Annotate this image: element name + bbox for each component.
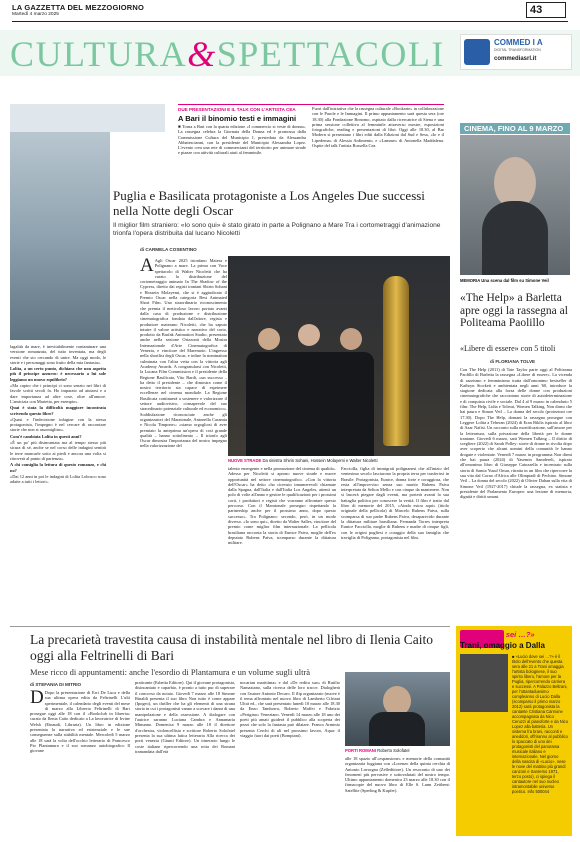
interview-answer-4: «Dai 12 anni in poi le indagini di Lolita Lobosco sono adatte a tutti i lettori». [10,473,106,485]
interview-answer-1: «Ma capiro che i principi ci sono senzio nei libri di favole scritti secoli fa. Ho imparato ad aiutarsi e a dare importanza ad altre cose, oltre all'amore. L'amicizia con Marietta, per esempio». [10,383,106,404]
cinema-bar: CINEMA, FINO AL 9 MARZO [460,123,570,134]
page-number: 43 [526,2,566,18]
section-title-spettacoli: SPETTACOLI [216,34,445,74]
bottom-article-col1-text: Dopo la presentazione di Erri De Luca e della sua ultima opera edita da Feltrinelli L'ulti sperimentale, il calendario degli eventi del mese di marzo alla Libreria Feltrinelli di Bari prosegue oggi alle 18 con il «Bookclub in libreria» curato da Ilenia Caito dedicato a La lavoratrice di Irvine Welsh (Einaudi, Libraria). Un libro in edizione presentata la narrativa ed esistenziale e le sue conseguenze sulla stabilità mentale. Mercoledì 5 marzo alle 18 sarà la volta dell'occhio letterario di Francesco Pio Plantamura e il suo romanzo autobiografico Il giovane [30,690,130,754]
top-box-col2: Fuori dall'iniziativa che la rassegna culturale «Bookarte» in collaborazione con le Parole e le Immagini. Il primo appuntamento sarà questa sera (ore 18.30) alla Fondazione Bonomo, ospitato dalla ricercatrice di Siena e una prima sessione collettiva al femminile attraverso mostre, esposizioni fotografiche, reading e presentazioni di libri. Oggi alle 18.30, al Bar Modern si presentano i libri editi dalla Edizioni dal Sud e Sesa, «Io e il Lipedema» di Alessia Ardimento, e «Lamme» di Antonella Maddalena. Ospite del talk l'artista Rossella Cea. [312,106,444,149]
interview-question-2: Quai è stata la difficoltà maggiore incontrata scrivendo questo libro? [10,405,106,416]
cinema-byline: di FLORIANA TOLVE [490,359,536,364]
interview-intro: lagalità da mare, è inevitabilmente contaminare una versione romanzata, del tutto inventata, ma degli eventi che sto cercando di unire. Ma oggi modo, le storie e i personaggi sono frutto della mia fantasia». [10,344,106,365]
top-box-col1: ■ Torna a Bari con la quarta edizione «I commercio si veste di donna». La rassegna celebra la Giornata della Donna ed è promossa dalla Commissione Cultura del Municipio I, presieduta da Alessandra Abbatescianni, con la presidente del Municipio Alessandra Lopez. L'evento crea una rete di commercianti del territorio per animare strade e piazze con attività culturali aiuti al femminile. [178,124,306,156]
interview-answer-2: «Quasi e l'indecisione infagine con la stessa protagonista, l'impegno è nel cercare di raccontare storie che non si assomiglino». [10,416,106,433]
bottom-article-col1 [30,690,130,835]
main-article-col2: talento emergente e nella promozione del cinema di qualità». Adesso per Nicoletti si aprono nuove strade e nuove opportunità nel settore cinematografico. «Con la vittoria dell'Oscar» ha detto «ho ricevuto innumerevoli chiamate dalla Spagna, dall'Italia e dall'Italia Los Angeles, attenti un polo di volte all'anno e gestire le qualificazioni per i prossimi corti, i produttori e registi che vorranno affrontare questo percorso. Con il Maratonale proseguo rispettando la partnership anche per il prossimo anno, dopo questo successo». Tra Polignano: secondo, però, in un modo diverso. «Io sono qui», diretto da Walter Salles, vincitore del premio come miglior film internazionale. La pellicola brasiliana racconta la storia di Eunice Paiva, moglie dell'ex deputato Rubens Paiva, scomparso durante la dittatura militare. [228,466,336,546]
solofatel-body [369,712,425,746]
dalla-kicker: «Lucio dove sei …?» [460,630,535,639]
port-photo [10,130,110,340]
bottom-photo-caption [345,748,450,753]
publication-name: LA GAZZETTA DEL MEZZOGIORNO [12,3,145,12]
advertisement[interactable] [460,34,572,70]
top-box [178,104,444,182]
interview-question-4: A chi consiglia la lettura di questo romanzo, e chi no? [10,462,106,473]
section-title [10,33,445,75]
bottom-article-byline: di STEFANIA DI MITRIO [30,682,82,687]
ad-logo-icon [464,39,490,65]
interview-answer-3: «È un po' più disincantata ma al tempo stesso più sicura di sé, anche se nel corso delle indagini sentirà le terre mancarle sotto ai piedi e ancora una volta si ritroverà al punto di partenza». [10,440,106,461]
bottom-article-col3: nocarian marittima» e dal «De reditu suo» di Rutilio Namaziano, sulla ricerca delle loro tracce. Dialogherà con l'autore Antonio Decaro. Il flip organizzato (nuove è il tema affrontato nel nuovo libro di Lamberto Cifriani Ultrà ed., che sarà presentato lunedì 10 marzo alle 18.30 da Enzo Tamborra, Roberto Maffei e Fabrizio «Perigino» Veneziano. Venerdì 14 marzo alle 18 uno dei poeti più amati guiderà il pubblico alla scoperta dei pezzi che solo la fantasia può dilatare. Franco Arminio presenta Cerchi di ali nel prossimo lavoro, Aqua: il viaggio fuori dai poeti (Bompiani). [240,680,340,738]
section-title-ampersand: & [187,34,217,74]
drop-cap: A [140,258,154,276]
section-title-cultura: CULTURA [10,34,188,74]
bottom-photo-caption-text: Roberto Solofatel [377,748,410,753]
person-1-face [258,328,280,350]
ad-brand: COMMED I A [494,38,543,47]
bottom-article-col4: alle 18 spazio all'«espansione» e memorie della comunità organizzata foggiana con «Lorenzo della quinta cerchia di Antonio Lavorgna (Zelledittore). Un resoconto di uno dei fenomeni più pervasive e sottovalutati del nostro tempo. Ultimo appuntamento domenica 23 marzo alle 18.30 con il firmacopie del nuovo libro di Elle S. Lunn Zeitbent: Satellite (Sperling & Kupfer). [345,756,450,793]
cinema-subtitle: «Libere di essere» con 5 titoli [460,344,556,353]
main-photo-caption-text: Da sinistra Shirin Sohani, Hossein Molayemi e Walter Nicoletti [262,458,378,463]
cinema-title: «The Help» a Barletta apre oggi la rassegna al Politeama Paolillo [460,292,568,329]
bottom-divider [10,626,450,627]
promo-photo-top [10,104,165,132]
interview-column [10,344,106,624]
solofatel-photo [345,672,450,746]
interview-question-1: Lolita, a un certo punto, dichiara che non aspetta più il principe azzurro: è necessario a lui sole leggiamo un nuovo equilibrio? [10,366,106,382]
person-2-face [298,324,320,346]
main-photo-caption-tag: NUOVE STRADE [228,458,262,463]
ad-tagline: DIGITAL TRANSFORMATION [494,48,541,52]
bottom-photo-caption-tag: PORTI ROMANI [345,748,376,753]
dalla-body: ■ «Lucio dove sei …?» è il titolo dell'evento che questa sera alle 21 a Trani omaggia l'artista bolognese, il suo spirito libero, l'amore per la Puglia, ripercorrendo carriera e successi. A Palazzo Beltrani, per l'ottantaduesimo compleanno di Lucio Dalla (scomparso il primo marzo 2012) sarà protagonista la cantante Cristiana Cannone accompagnata da Nico Ceruzzi al pianoforte e da Nico Lopez alla batteria. Un sistema fra brani, racconti e aneddoti, offriranno al pubblico lo spaccato di uno dei protagonisti del panorama musicale italiano e internazionale. Nel giorno della nascita di «Lucio», nese le nove del mattino più grandi canzoni e Sanremo 1971, terzo posto), ci spiega il cantautore nel suo nucleo intramontabile universo poetico. Info 500044 [512,654,568,794]
dalla-photo [460,654,508,712]
dalla-title: Trani, omaggio a Dalla [460,641,545,650]
main-article-col3: Facciolla, figlia di immigrati polignanesi che all'inizio del ventesimo secolo lasciarono la propria terra per trasferirsi in Brasile. Protagonista, Eunice, donna forte e coraggiosa, che resta all'improvviso senza suo marito Rubens Paiva interpretata da Selton Mello e con cinque da mantenere. Non si lascerà piegare dagli eventi, ma porterà avanti la sua battaglia politica per conoscere la verità. Il film è tratto dal libro di memorie del 2015, «Ainda estou aqui» (titolo originale della pellicola) di Marcelo Rubens Paiva, sulla scomparsa di suo padre Rubens Paiva, desaparecido durante la dittatura militare brasiliana. Fernanda Torres interpreta Eunice Facciolla, moglie di Rubens e madre di cinque figli, con le origini pugliesi e coraggio della sua famiglia che traviglia di Polignano, protagonista nel film. [341,466,449,540]
person-3-face [340,328,362,350]
cinema-body: Con The Help (2011) di Tate Taylor parte oggi al Politeama Paolillo di Barletta la rassegna «Libere di essere». La vicenda di razzismo e femminismo tratta dall'omonimo bestseller di Kathryn Stockett e ambientata negli anni '60, introduce la stagione dedicata alla forza delle donne con produzioni cinematografiche che raccontano storie di autodeterminazione e di conquista civile e sociale. Dal 4 al 9 marzo in calendario 5 film: The Help, Lidia e Tolerat, Women Talking, Non dirmi che hai paura e Simon Veil – La donna del secolo (proiezioni ore 17.30). Dopo The Help, domani la rassegna prosegue con Leggere Lolita a Teheran (2024) di Eran Riklis ispirato al libro di Azar Nafisi. Un racconto sulla mortificazione, sull'amore per la letteratura, sulla privazione della libertà per le donne iraniane. Giovedì 6 marzo, sarà Women Talking – Il diritto di scegliere (2022) di Sarah Polley: storie di donne in rivolta dopo aver scoperto che alcuni uomini della comunità le hanno drogate e violentate. Venerdì 7 marzo in programma Non dirmi che hai paura (2024) di Yasemin Samdereli, ispirato all'omonimo libro di Giuseppe Catozzella e incentrato sulla storia di Samia Yusuf Omar, ritratta in un film che ripercorre la sua vita dal Corno d'Africa alle Olimpiadi di Pechino. Simone Veil – La donna del secolo (2022) di Olivier Dahan sulla vita di Simone Veil (1927-2017) chiude la rassegna, ex statista e presidente del Parlamento Europeo: una lezione di memoria, dignità e diritti umani. [460,367,572,500]
dalla-sidebar [456,626,572,836]
bottom-article-title: La precarietà travestita causa di instabilità mentale nel libro di Ilenia Caito oggi alla Feltrinelli di Bari [30,632,433,663]
masthead-rule [12,21,568,22]
main-photo-caption [228,458,450,463]
main-article-col1-text: Agli Oscar 2025 trionfano Matera e Polignano a mare. La prima con Voce spettacolo di Walter Nicoletti che ha curato la distribuzione del cortometraggio animato In The Shadow of the Cypress, diretto dai registi iraniani Shirin Sohani e Hossein Molayemi, che si è aggiudicato il Premio Oscar nella categoria Best Animated Short Film. Uno straordinario riconoscimento che premia il meticoloso lavoro portato avanti dalla casa di produzione e distribuzione cinematografica fondata dall'attore, regista e produttore materano Nicoletti, che ha saputo intuire il valore artistico e narrativo del corto, prodotto da Barfak Animation Studio, presentato anche nella sezione Orizzonti della Mostra Internazionale d'Arte Cinematografica di Venezia, e vincitore del Maremoto. L'ingresso nella shortlist degli Oscar, e infine la nomination culminata con l'altra vetta con la vittoria agli Academy Awards. A congratularsi con Nicoletti, la Lucana Film Commission e il presidente della Regione Basilicata, Vito Bardi, «un successo – ha detto il presidente – che dimostra come il nostro territorio sia capace di esprimere eccellenze nel cinema mondiale. La Regione Basilicata continuerà a sostenere e valorizzare il settore audiovisivo, consapevole del suo straordinario potenziale culturale ed economico». Soddisfazione riconosciute anche gli organizzatori del Maratonale, Antonella Caramia e Nicola Timpone»: «siamo orgogliosi di aver premiato la anteprima un'opera di così grande qualità – hanno sottolineato – Il trionfo agli Oscar dimostra l'importanza del nostro impegno nella valorizzazione del [140,258,227,449]
top-box-title: A Bari il binomio testi e immagini [178,114,297,123]
bottom-drop-cap: D [30,690,44,708]
oscar-photo [228,256,450,456]
bottom-article-col2: praticante (Esbetta Editore). Qui il giovane protagonista, disincantato e caparbio, è pronto a tutto pur di superare il concorso da notaio. Giovedì 7 marzo alle 18 Simone Rinaldi presenta il suo libro Non tutto è come appare (Ipogeo), un thriller che ha gli elementi di una strana storia in cui i protagonisti vanno a scovare i danni di una manipolazione e della ossessione. A dialogare con l'autrice saranno Luciana Cambra e Annamaria Minunno. Domenica 9 marzo alle 18 il direttore d'orchestra, violoncellista e scrittore Roberto Solofatel presenta la sua ultima fatica letteraria Alla ricerca dei porti venezia (Giunti Editore). Un itinerario lungo le coste italiane ripercorrendo una rotta dei Romani tramandata dall'età [135,680,235,754]
oscar-statue [383,276,409,446]
portrait-body [482,201,548,275]
main-article-subtitle: Il miglior film straniero: «Io sono qui» è stato girato in parte a Polignano a Mare Tra i cortometraggi d'animazione trionfa l'opera distribuita dal lucano Nicoletti [113,222,441,237]
group-bodies [246,352,374,456]
bottom-article-subtitle: Mese ricco di appuntamenti: anche l'esordio di Plantamura e un volume sugli ultrà [30,667,311,677]
simone-veil-photo [460,135,570,275]
main-article-byline: di CARMELA COSENTINO [140,247,197,252]
issue-date: Martedì 4 marzo 2025 [12,12,59,17]
main-article-col1 [140,258,227,623]
cinema-photo-caption: MEMORIA Una scena dal film su Simone Veil [460,278,549,283]
top-box-kicker: DUE PRESENTAZIONI E IL TALK CON L'ARTISTA CEA [178,107,296,112]
main-article-title: Puglia e Basilicata protagoniste a Los Angeles Due successi nella Notte degli Oscar [113,188,425,218]
ad-url: commediasrl.it [494,56,537,62]
interview-question-3: Com'è cambiata Lolita in questi anni? [10,433,82,439]
